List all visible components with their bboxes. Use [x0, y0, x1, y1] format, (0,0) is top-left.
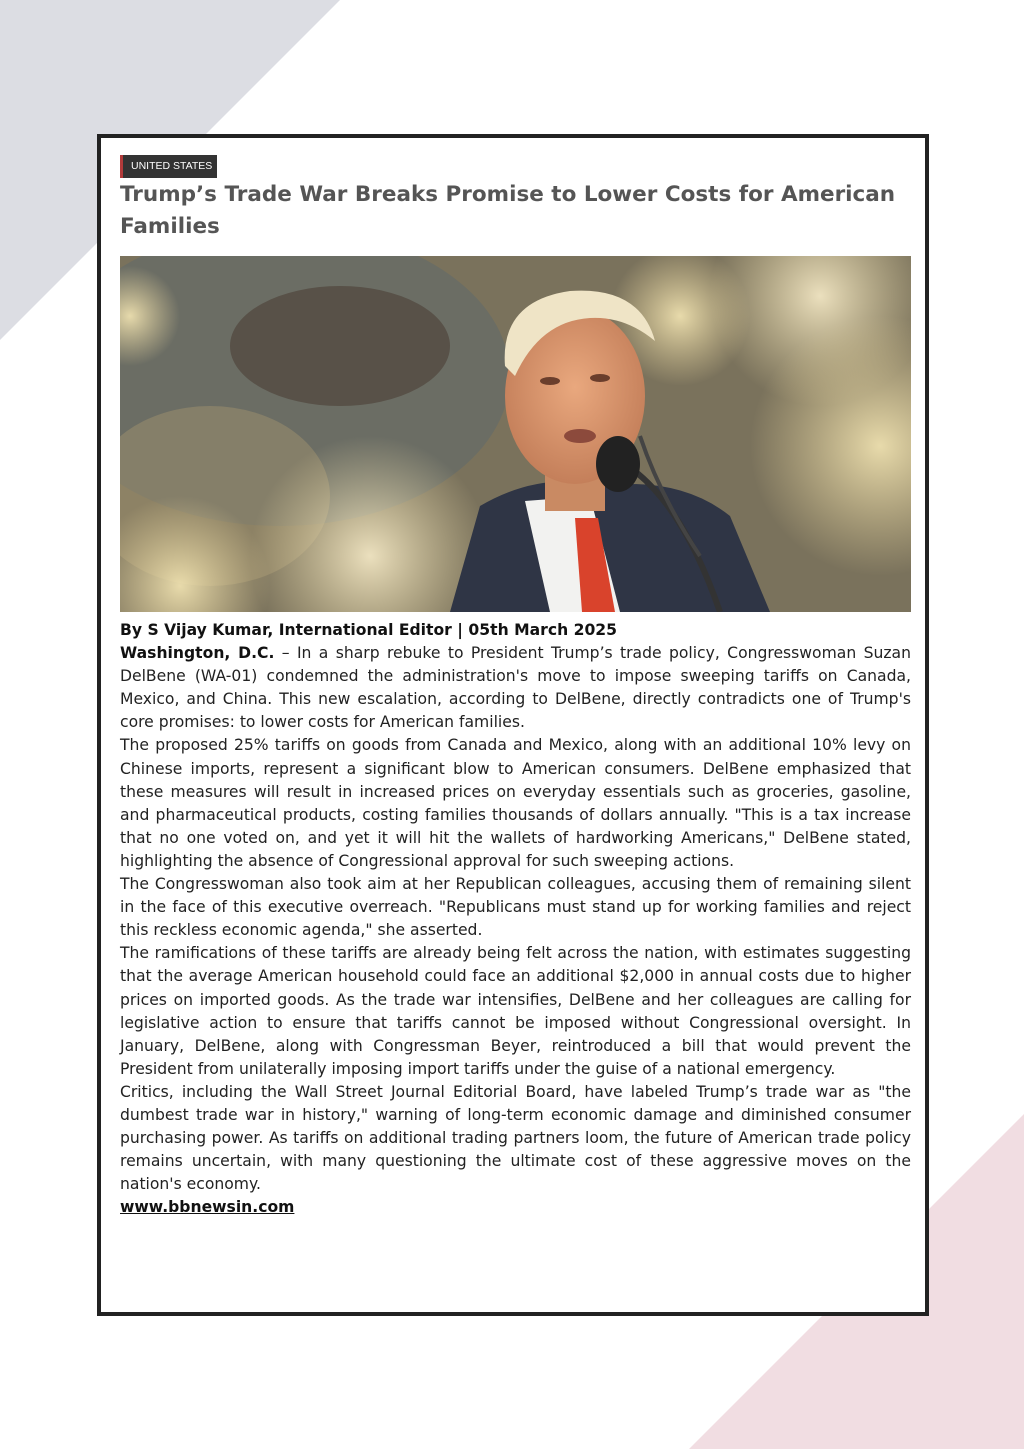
website-link[interactable]: www.bbnewsin.com: [120, 1198, 295, 1217]
paragraph-2: The proposed 25% tariffs on goods from Canada and Mexico, along with an additional 10% levy on Chinese imports, represent a significant blow to American consumers. DelBene emphasized that these measures will result in increased prices on everyday essentials such as groceries, gasoline, and pharmaceutical products, costing families thousands of dollars annually. "This is a tax increase that no one voted on, and yet it will hit the wallets of hardworking Americans," DelBene stated, highlighting the absence of Congressional approval for such sweeping actions.: [120, 736, 911, 870]
paragraph-1-text: – In a sharp rebuke to President Trump’s trade policy, Congresswoman Suzan DelBene (WA-01) condemned the administration's move to impose sweeping tariffs on Canada, Mexico, and China. This new escalation, according to DelBene, directly contradicts one of Trump's core promises: to lower costs for American families.: [120, 644, 911, 732]
photo-illustration: [120, 256, 911, 612]
paragraph-3: The Congresswoman also took aim at her Republican colleagues, accusing them of remaining silent in the face of this executive overreach. "Republicans must stand up for working families and reject this reckless economic agenda," she asserted.: [120, 875, 911, 940]
article-photo: [120, 256, 911, 612]
paragraph-4: The ramifications of these tariffs are already being felt across the nation, with estimates suggesting that the average American household could face an additional $2,000 in annual costs due to higher prices on imported goods. As the trade war intensifies, DelBene and her colleagues are calling for legislative action to ensure that tariffs cannot be imposed without Congressional oversight. In January, DelBene, along with Congressman Beyer, reintroduced a bill that would prevent the President from unilaterally imposing import tariffs under the guise of a national emergency.: [120, 944, 911, 1078]
category-tag: UNITED STATES: [120, 155, 217, 178]
paragraph-1: [120, 642, 911, 734]
article-frame: [97, 134, 929, 1316]
byline: By S Vijay Kumar, International Editor | 05th March 2025: [120, 621, 618, 639]
dateline: Washington, D.C.: [120, 644, 275, 663]
headline: Trump’s Trade War Breaks Promise to Lower Costs for American Families: [120, 182, 896, 239]
article-body: [120, 619, 911, 1219]
paragraph-5: Critics, including the Wall Street Journal Editorial Board, have labeled Trump’s trade war as "the dumbest trade war in history," warning of long-term economic damage and diminished consumer purchasing power. As tariffs on additional trading partners loom, the future of American trade policy remains uncertain, with many questioning the ultimate cost of these aggressive moves on the nation's economy.: [120, 1082, 911, 1194]
